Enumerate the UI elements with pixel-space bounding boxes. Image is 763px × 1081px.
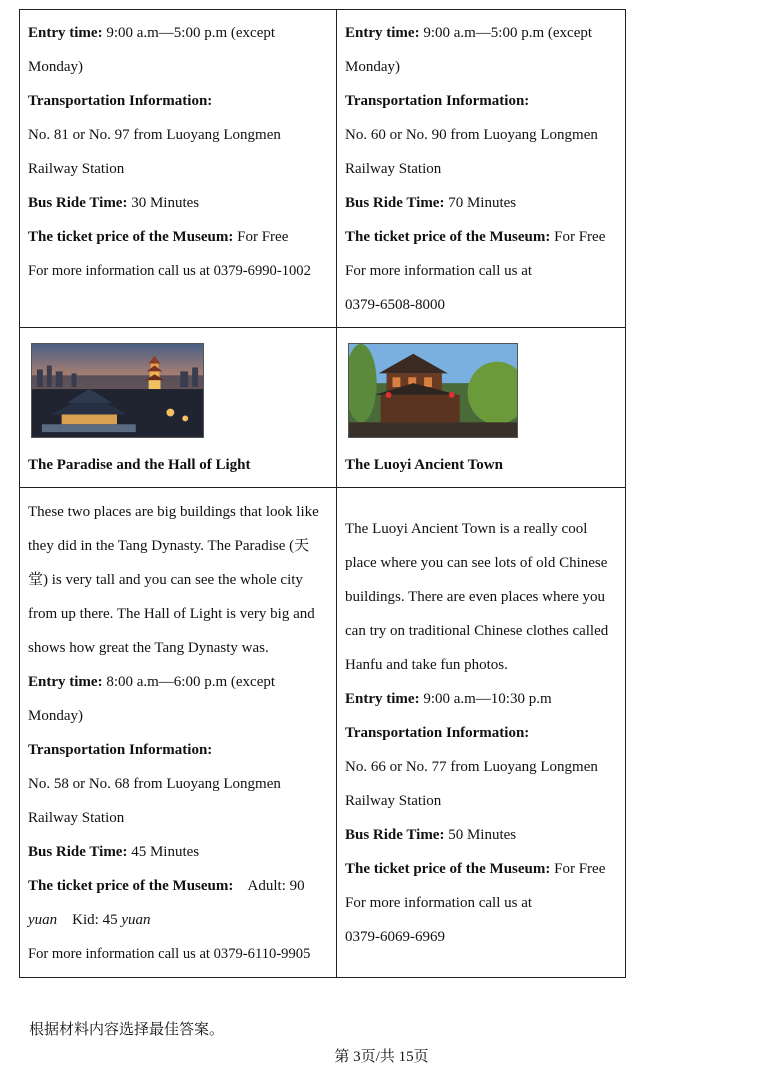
transport-line: No. 81 or No. 97 from Luoyang Longmen (28, 127, 281, 143)
bus-ride-value: 70 Minutes (444, 195, 517, 211)
kid-price: Kid: 45 (57, 912, 122, 928)
bus-ride-label: Bus Ride Time: (345, 195, 445, 211)
transport-line: No. 58 or No. 68 from Luoyang Longmen (28, 776, 281, 792)
entry-time-value: 9:00 a.m—10:30 p.m (419, 691, 552, 707)
bus-ride-line (28, 186, 331, 220)
entry-time-value: 9:00 a.m—5:00 p.m (except (102, 25, 276, 41)
bus-ride-line (345, 818, 620, 852)
description-line: place where you can see lots of old Chinese (345, 555, 608, 571)
entry-time-cont: Monday) (28, 59, 83, 75)
transport-line: No. 60 or No. 90 from Luoyang Longmen (345, 127, 598, 143)
bus-ride-label: Bus Ride Time: (28, 195, 128, 211)
description-line: they did in the Tang Dynasty. The Paradise (天 (28, 538, 310, 554)
entry-time-label: Entry time: (345, 25, 420, 41)
entry-time-label: Entry time: (28, 25, 103, 41)
bus-ride-value: 50 Minutes (444, 827, 517, 843)
description-line: The Luoyi Ancient Town is a really cool (345, 521, 588, 537)
contact-line: For more information call us at 0379-6990-1002 (28, 263, 311, 279)
table-row-divider (19, 327, 626, 328)
description-line: shows how great the Tang Dynasty was. (28, 640, 269, 656)
luoyi-town-title: The Luoyi Ancient Town (345, 457, 503, 473)
ticket-price-line (28, 220, 331, 254)
transport-label: Transportation Information: (28, 742, 213, 758)
ticket-price-label: The ticket price of the Museum: (345, 861, 551, 877)
ticket-price-label: The ticket price of the Museum: (28, 878, 234, 894)
paradise-hall-title: The Paradise and the Hall of Light (28, 457, 251, 473)
contact-phone: 0379-6508-8000 (345, 297, 445, 313)
description-line: can try on traditional Chinese clothes called (345, 623, 609, 639)
contact-line: For more information call us at (345, 895, 533, 911)
description-line: 堂) is very tall and you can see the whole city (28, 572, 303, 588)
bus-ride-value: 45 Minutes (127, 844, 200, 860)
contact-phone: 0379-6069-6969 (345, 929, 445, 945)
bottom-left-cell (19, 495, 337, 971)
ticket-price-value: For Free (550, 229, 606, 245)
ticket-price-cont (28, 903, 331, 937)
table-row-divider (19, 487, 626, 488)
entry-time-value: 9:00 a.m—5:00 p.m (except (419, 25, 593, 41)
paradise-hall-photo (31, 343, 204, 438)
contact-line: For more information call us at (345, 263, 533, 279)
question-instruction: 根据材料内容选择最佳答案。 (29, 1020, 225, 1038)
entry-time-label: Entry time: (28, 674, 103, 690)
transport-label: Transportation Information: (345, 93, 530, 109)
entry-time-line (345, 682, 620, 716)
transport-label: Transportation Information: (28, 93, 213, 109)
bus-ride-line (28, 835, 331, 869)
transport-line: No. 66 or No. 77 from Luoyang Longmen (345, 759, 598, 775)
bus-ride-label: Bus Ride Time: (345, 827, 445, 843)
entry-time-line (28, 665, 331, 699)
entry-time-value: 8:00 a.m—6:00 p.m (except (102, 674, 276, 690)
ticket-price-value: Adult: 90 (233, 878, 305, 894)
page-number: 第 3页/共 15页 (334, 1049, 429, 1065)
bus-ride-line (345, 186, 620, 220)
transport-line: Railway Station (345, 793, 442, 809)
ticket-price-line (345, 220, 620, 254)
contact-line: For more information call us at 0379-6110-9905 (28, 946, 311, 962)
table-border-top (19, 9, 626, 10)
transport-label: Transportation Information: (345, 725, 530, 741)
entry-time-cont: Monday) (345, 59, 400, 75)
transport-line: Railway Station (345, 161, 442, 177)
ticket-price-line (345, 852, 620, 886)
description-line: from up there. The Hall of Light is very big and (28, 606, 315, 622)
table-border-bottom (19, 977, 626, 978)
bus-ride-value: 30 Minutes (127, 195, 200, 211)
ticket-price-value: For Free (233, 229, 289, 245)
price-unit: yuan (121, 912, 151, 928)
description-line: Hanfu and take fun photos. (345, 657, 508, 673)
entry-time-line (28, 16, 331, 50)
transport-line: Railway Station (28, 810, 125, 826)
bottom-right-cell (336, 512, 626, 954)
description-line: These two places are big buildings that look like (28, 504, 319, 520)
transport-line: Railway Station (28, 161, 125, 177)
ticket-price-line (28, 869, 331, 903)
top-right-cell (336, 16, 626, 322)
ticket-price-value: For Free (550, 861, 606, 877)
entry-time-label: Entry time: (345, 691, 420, 707)
bus-ride-label: Bus Ride Time: (28, 844, 128, 860)
ticket-price-label: The ticket price of the Museum: (345, 229, 551, 245)
ticket-price-label: The ticket price of the Museum: (28, 229, 234, 245)
luoyi-town-photo (348, 343, 518, 438)
entry-time-line (345, 16, 620, 50)
price-unit: yuan (28, 912, 58, 928)
description-line: buildings. There are even places where you (345, 589, 606, 605)
top-left-cell (19, 16, 337, 288)
entry-time-cont: Monday) (28, 708, 83, 724)
